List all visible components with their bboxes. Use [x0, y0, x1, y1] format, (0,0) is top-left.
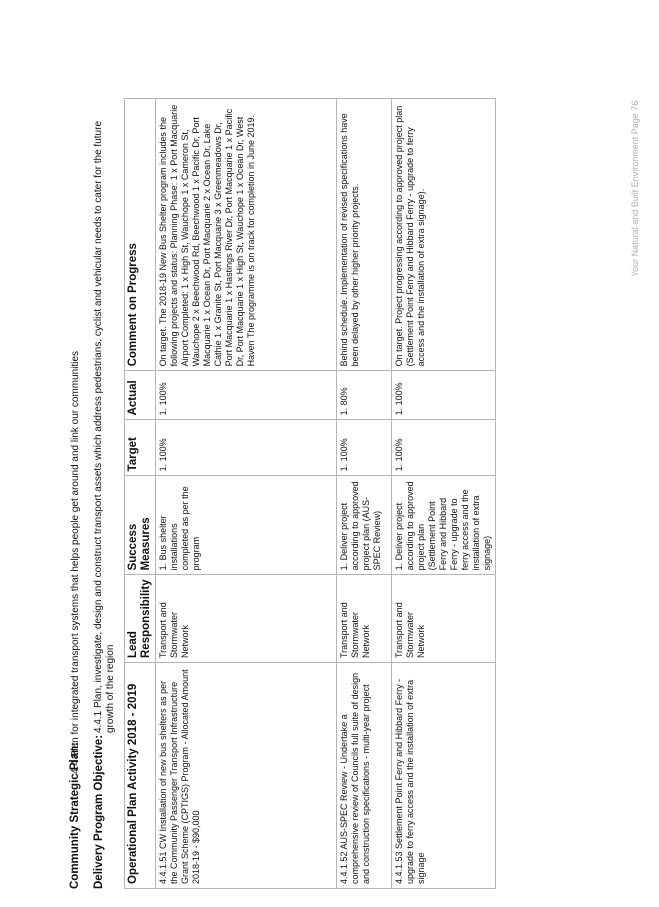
- header-activity: Operational Plan Activity 2018 - 2019: [125, 663, 156, 889]
- table-header-row: [125, 99, 156, 889]
- lead-cell: Transport and Stormwater Network: [392, 575, 496, 663]
- strategic-plan-text: 4.4 Plan for integrated transport systems that helps people get around and link our communities: [70, 350, 81, 774]
- header-comment: Comment on Progress: [125, 99, 156, 371]
- actual-cell: 1. 80%: [337, 371, 392, 420]
- header-measures: Success Measures: [125, 476, 156, 575]
- target-cell: 1. 100%: [156, 420, 337, 476]
- comment-cell: On target. Project progressing according to approved project plan (Settlement Point Ferry and Hibbard Ferry - upgrade to ferry access and the installation of extra signage).: [392, 99, 496, 371]
- target-cell: 1. 100%: [392, 420, 496, 476]
- activity-cell: 4.4.1.52 AUS-SPEC Review - Undertake a comprehensive review of Councils full suite of design and construction specifications - multi-year project: [337, 663, 392, 889]
- activity-cell: 4.4.1.53 Settlement Point Ferry and Hibbard Ferry - upgrade to ferry access and the installation of extra signage: [392, 663, 496, 889]
- comment-cell: Behind schedule. Implementation of revised specifications have been delayed by other higher priority projects.: [337, 99, 392, 371]
- table-row: [392, 99, 496, 889]
- program-objective-text: 4.4.1 Plan, investigate, design and construct transport assets which address pedestrians, cyclist and vehicular needs to cater for the future growth of the region: [93, 120, 116, 733]
- lead-cell: Transport and Stormwater Network: [337, 575, 392, 663]
- program-objective-label: Delivery Program Objective:: [93, 734, 105, 889]
- page-footer: Your Natural and Built Environment Page 76: [630, 100, 640, 277]
- program-objective-line: [93, 121, 116, 889]
- measures-cell: 1. Deliver project according to approved project plan (Settlement Point Ferry and Hibbard Ferry - upgrade to ferry access and the installation of extra signage): [392, 476, 496, 575]
- operational-plan-table: [124, 98, 496, 889]
- header-target: Target: [125, 420, 156, 476]
- lead-cell: Transport and Stormwater Network: [156, 575, 337, 663]
- table-row: [337, 99, 392, 889]
- target-cell: 1. 100%: [337, 420, 392, 476]
- measures-cell: 1. Bus shelter installations completed as per the program: [156, 476, 337, 575]
- activity-cell: 4.4.1.51 CW Installation of new bus shelters as per the Community Passenger Transport Infrastructure Grant Scheme (CPTIGS) Program - Allocated Amount 2018-19 - $90,000: [156, 663, 337, 889]
- header-actual: Actual: [125, 371, 156, 420]
- table-row: [156, 99, 337, 889]
- actual-cell: 1. 100%: [392, 371, 496, 420]
- comment-cell: On target. The 2018-19 New Bus Shelter program includes the following projects and status: Planning Phase: 1 x Port Macquarie Airport Completed: 1 x High St, Wauchope 1 x Cameron St, Wauchope 2 x Beechwood Rd, Beechwood 1 x Pacific Dr, Port Macquarie 1 x Ocean Dr, Port Macquarie 2 x Ocean Dr, Lake Cathie 1 x Granite St, Port Macquarie 3 x Greenmeadows Dr, Port Macquarie 1 x Hastings River Dr, Port Macquarie 1 x Pacific Dr, Port Macquarie 1 x High St, Wauchope 1 x Ocean Dr, West Haven The programme is on track for completion in June 2019.: [156, 99, 337, 371]
- measures-cell: 1. Deliver project according to approved project plan (AUS-SPEC Review): [337, 476, 392, 575]
- header-lead: Lead Responsibility: [125, 575, 156, 663]
- actual-cell: 1. 100%: [156, 371, 337, 420]
- strategic-plan-label: Community Strategic Plan:: [69, 742, 81, 889]
- strategic-plan-line: [69, 351, 81, 889]
